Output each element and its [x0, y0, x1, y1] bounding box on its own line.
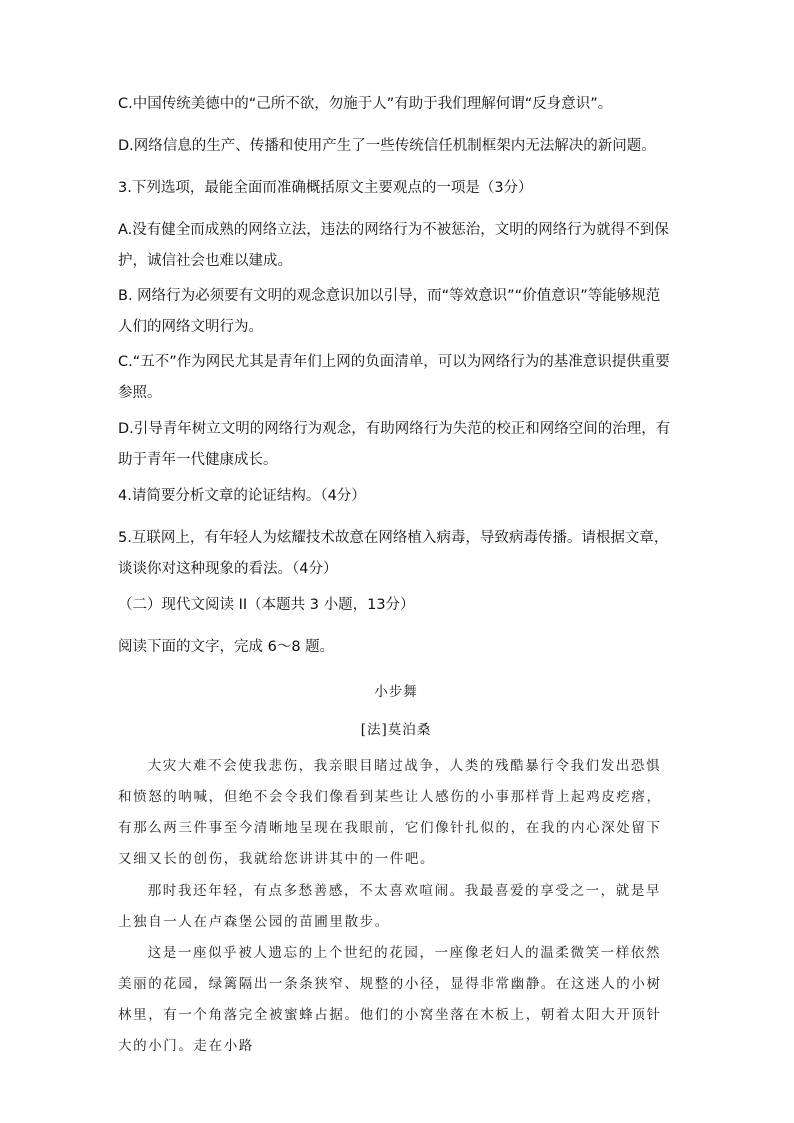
section-2-instruction: 阅读下面的文字，完成 6～8 题。 — [118, 639, 335, 655]
section-2-heading: （二）现代文阅读 II（本题共 3 小题，13分） — [118, 597, 415, 613]
option-3a: A.没有健全而成熟的网络立法，违法的网络行为不被惩治，文明的网络行为就得不到保护，诚信社会也难以建成。 — [118, 222, 669, 269]
option-2d: D.网络信息的生产、传播和使用产生了一些传统信任机制框架内无法解决的新问题。 — [118, 138, 656, 154]
story-paragraph-2: 那时我还年轻，有点多愁善感，不太喜欢喧闹。我最喜爱的享受之一，就是早上独自一人在卢森堡公园的苗圃里散步。 — [118, 883, 662, 930]
question-4: 4.请简要分析文章的论证结构。（4分） — [118, 488, 366, 504]
option-3b: B. 网络行为必须要有文明的观念意识加以引导，而“等效意识”“价值意识”等能够规范人们的网络文明行为。 — [118, 288, 661, 335]
story-paragraph-1: 大灾大难不会使我悲伤，我亲眼目睹过战争，人类的残酷暴行令我们发出恐惧和愤怒的呐喊，但绝不会令我们像看到某些让人感伤的小事那样背上起鸡皮疙瘩，有那么两三件事至今清晰地呈现在我眼前，它们像针扎似的，在我的内心深处留下又细又长的创伤，我就给您讲讲其中的一件吧。 — [118, 758, 662, 867]
option-3c: C.“五不”作为网民尤其是青年们上网的负面清单，可以为网络行为的基准意识提供重要参照。 — [118, 354, 670, 401]
question-3-stem: 3.下列选项，最能全面而准确概括原文主要观点的一项是（3分） — [118, 180, 533, 196]
question-5: 5.互联网上，有年轻人为炫耀技术故意在网络植入病毒，导致病毒传播。请根据文章，谈谈你对这种现象的看法。（4分） — [118, 530, 669, 577]
option-2c: C.中国传统美德中的“己所不欲，勿施于人”有助于我们理解何谓“反身意识”。 — [118, 96, 613, 112]
story-author: [法]莫泊桑 — [360, 722, 432, 738]
story-paragraph-3: 这是一座似乎被人遗忘的上个世纪的花园，一座像老妇人的温柔微笑一样依然美丽的花园，绿篱隔出一条条狭窄、规整的小径，显得非常幽静。在这迷人的小树林里，有一个角落完全被蜜蜂占据。他们的小窝坐落在木板上，朝着太阳大开顶针大的小门。走在小路 — [118, 945, 662, 1054]
story-title: 小步舞 — [374, 684, 418, 700]
option-3d: D.引导青年树立文明的网络行为观念，有助网络行为失范的校正和网络空间的治理，有助于青年一代健康成长。 — [118, 421, 671, 468]
